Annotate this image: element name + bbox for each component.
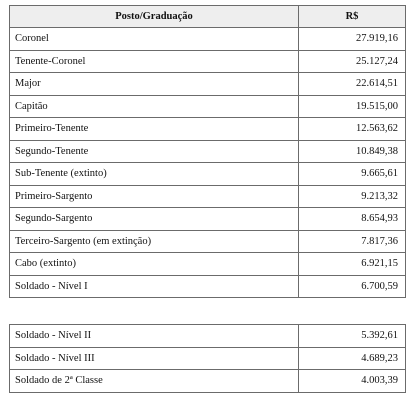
rank-cell: Soldado - Nível II [10, 325, 299, 348]
salary-cell: 7.817,36 [299, 230, 406, 253]
table-row [10, 370, 406, 393]
rank-cell: Tenente-Coronel [10, 50, 299, 73]
table-row [10, 163, 406, 186]
salary-cell: 22.614,51 [299, 73, 406, 96]
salary-cell: 9.665,61 [299, 163, 406, 186]
table-row [10, 253, 406, 276]
column-header-rank: Posto/Graduação [10, 6, 299, 28]
table-header-row [10, 6, 406, 28]
table-row [10, 95, 406, 118]
rank-cell: Segundo-Tenente [10, 140, 299, 163]
table-row [10, 208, 406, 231]
salary-cell: 5.392,61 [299, 325, 406, 348]
table-row [10, 28, 406, 51]
rank-cell: Sub-Tenente (extinto) [10, 163, 299, 186]
salary-cell: 10.849,38 [299, 140, 406, 163]
table-row [10, 185, 406, 208]
salary-table-continued [9, 324, 406, 393]
rank-cell: Coronel [10, 28, 299, 51]
rank-cell: Capitão [10, 95, 299, 118]
salary-cell: 19.515,00 [299, 95, 406, 118]
table-row [10, 347, 406, 370]
column-header-currency: R$ [299, 6, 406, 28]
salary-cell: 6.700,59 [299, 275, 406, 298]
salary-cell: 6.921,15 [299, 253, 406, 276]
salary-cell: 9.213,32 [299, 185, 406, 208]
rank-cell: Primeiro-Sargento [10, 185, 299, 208]
rank-cell: Terceiro-Sargento (em extinção) [10, 230, 299, 253]
rank-cell: Segundo-Sargento [10, 208, 299, 231]
table-row [10, 230, 406, 253]
salary-cell: 4.689,23 [299, 347, 406, 370]
salary-cell: 27.919,16 [299, 28, 406, 51]
table-row [10, 50, 406, 73]
table-row [10, 140, 406, 163]
rank-cell: Soldado - Nível I [10, 275, 299, 298]
table-row [10, 118, 406, 141]
salary-cell: 12.563,62 [299, 118, 406, 141]
table-row [10, 325, 406, 348]
salary-cell: 4.003,39 [299, 370, 406, 393]
salary-cell: 25.127,24 [299, 50, 406, 73]
rank-cell: Primeiro-Tenente [10, 118, 299, 141]
rank-cell: Cabo (extinto) [10, 253, 299, 276]
table-row [10, 275, 406, 298]
rank-cell: Major [10, 73, 299, 96]
rank-cell: Soldado de 2ª Classe [10, 370, 299, 393]
salary-cell: 8.654,93 [299, 208, 406, 231]
table-row [10, 73, 406, 96]
salary-table [9, 5, 406, 298]
rank-cell: Soldado - Nível III [10, 347, 299, 370]
